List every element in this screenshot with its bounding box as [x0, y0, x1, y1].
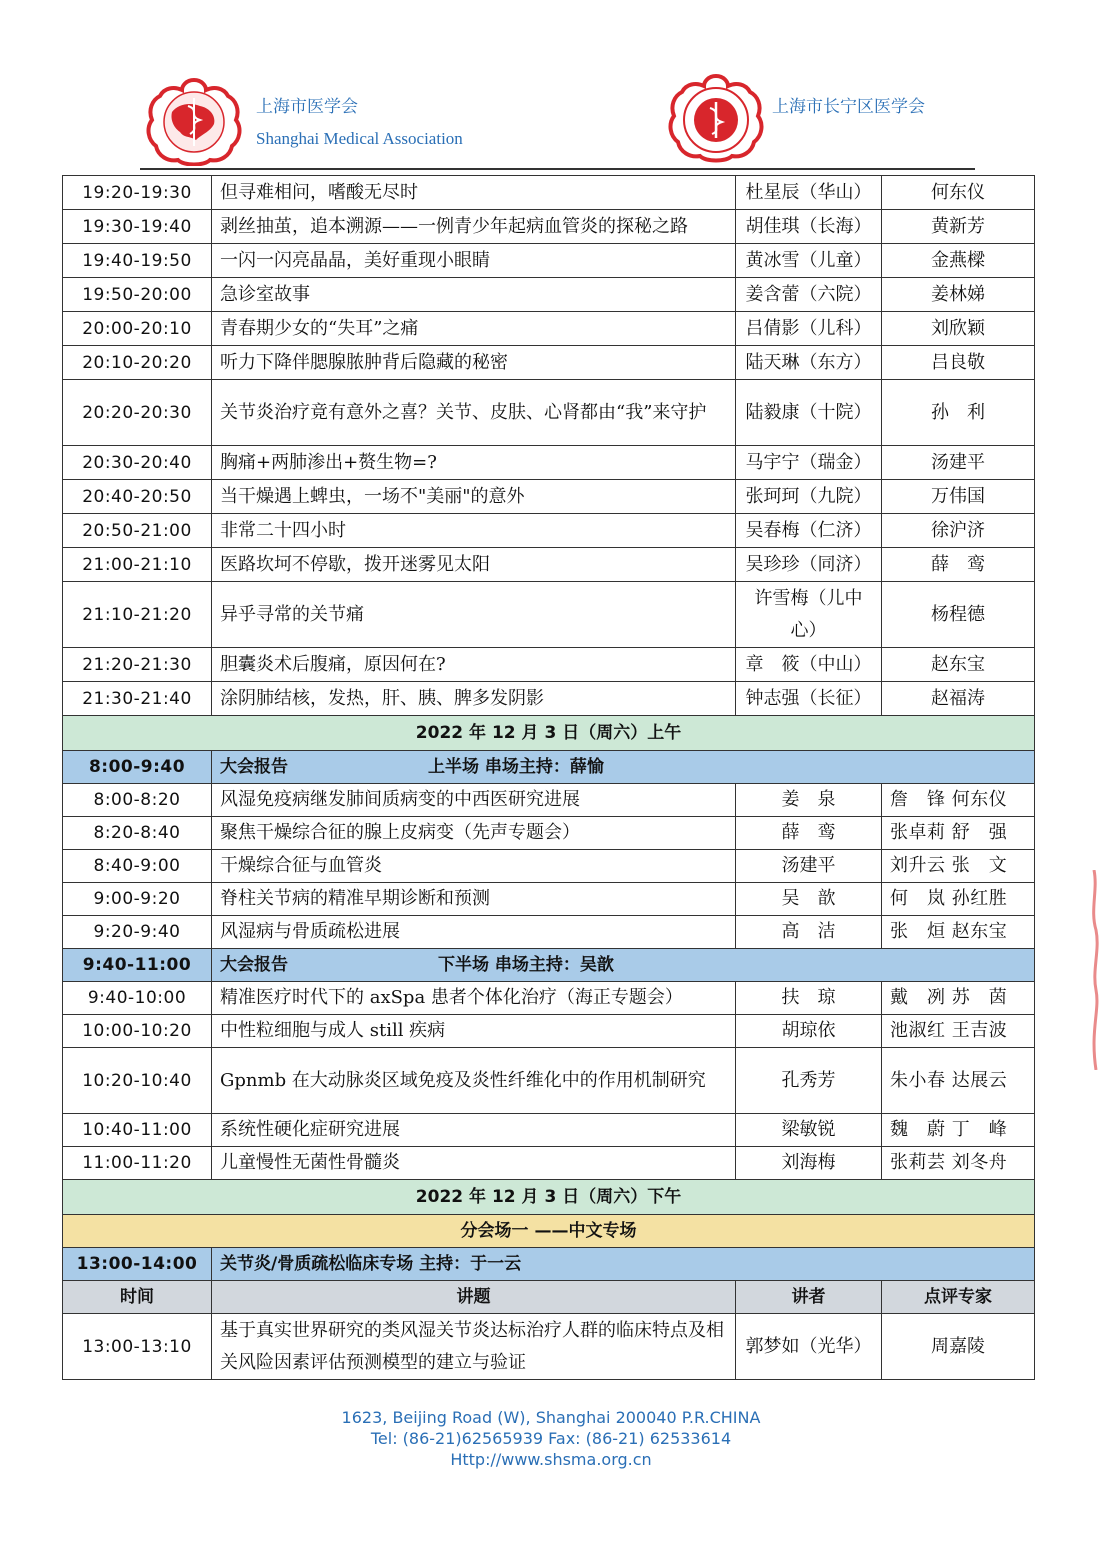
schedule-row	[63, 480, 1035, 514]
time-cell: 10:40-11:00	[63, 1114, 212, 1147]
time-cell: 20:40-20:50	[63, 480, 212, 514]
session-row-1	[63, 751, 1035, 784]
column-header-reviewer: 点评专家	[882, 1281, 1035, 1314]
reviewer-cell: 池淑红 王吉波	[882, 1015, 1035, 1048]
footer-website: Http://www.shsma.org.cn	[450, 1450, 652, 1469]
left-org-chinese-name: 上海市医学会	[256, 97, 358, 117]
reviewer-cell: 黄新芳	[882, 210, 1035, 244]
schedule-row	[63, 210, 1035, 244]
time-cell: 20:20-20:30	[63, 380, 212, 446]
topic-cell: 干燥综合征与血管炎	[212, 850, 736, 883]
topic-cell: 风湿病与骨质疏松进展	[212, 916, 736, 949]
time-cell: 9:20-9:40	[63, 916, 212, 949]
session-title: 大会报告	[220, 955, 288, 975]
reviewer-cell: 朱小春 达展云	[882, 1048, 1035, 1114]
session-heading	[212, 949, 1035, 982]
speaker-cell: 吴珍珍（同济）	[736, 548, 882, 582]
time-cell: 21:10-21:20	[63, 582, 212, 648]
speaker-cell: 胡琼依	[736, 1015, 882, 1048]
reviewer-cell: 吕良敬	[882, 346, 1035, 380]
column-header-row	[63, 1281, 1035, 1314]
reviewer-cell: 孙 利	[882, 380, 1035, 446]
schedule-row	[63, 380, 1035, 446]
speaker-cell: 陆天琳（东方）	[736, 346, 882, 380]
topic-cell: 当干燥遇上蜱虫，一场不"美丽"的意外	[212, 480, 736, 514]
speaker-cell: 张珂珂（九院）	[736, 480, 882, 514]
schedule-row	[63, 883, 1035, 916]
reviewer-cell: 赵福涛	[882, 682, 1035, 716]
topic-cell: 听力下降伴腮腺脓肿背后隐藏的秘密	[212, 346, 736, 380]
time-cell: 19:50-20:00	[63, 278, 212, 312]
topic-cell: 急诊室故事	[212, 278, 736, 312]
reviewer-cell: 姜林娣	[882, 278, 1035, 312]
reviewer-cell: 魏 蔚 丁 峰	[882, 1114, 1035, 1147]
session-time: 9:40-11:00	[63, 949, 212, 982]
topic-cell: 聚焦干燥综合征的腺上皮病变（先声专题会）	[212, 817, 736, 850]
session-time: 13:00-14:00	[63, 1248, 212, 1281]
speaker-cell: 章 筱（中山）	[736, 648, 882, 682]
schedule-row	[63, 648, 1035, 682]
topic-cell: 胸痛+两肺渗出+赘生物=?	[212, 446, 736, 480]
reviewer-cell: 赵东宝	[882, 648, 1035, 682]
topic-cell: 剥丝抽茧，追本溯源——一例青少年起病血管炎的探秘之路	[212, 210, 736, 244]
schedule-row	[63, 346, 1035, 380]
session-heading	[212, 751, 1035, 784]
session-title: 关节炎/骨质疏松临床专场 主持：于一云	[212, 1248, 1035, 1281]
reviewer-cell: 万伟国	[882, 480, 1035, 514]
reviewer-cell: 杨程德	[882, 582, 1035, 648]
time-cell: 10:00-10:20	[63, 1015, 212, 1048]
time-cell: 8:20-8:40	[63, 817, 212, 850]
schedule-row	[63, 1114, 1035, 1147]
speaker-cell: 许雪梅（儿中心）	[736, 582, 882, 648]
time-cell: 8:40-9:00	[63, 850, 212, 883]
branch-row	[63, 1215, 1035, 1248]
topic-cell: Gpnmb 在大动脉炎区域免疫及炎性纤维化中的作用机制研究	[212, 1048, 736, 1114]
schedule-row	[63, 1147, 1035, 1180]
schedule-row	[63, 916, 1035, 949]
reviewer-cell: 何东仪	[882, 176, 1035, 210]
speaker-cell: 汤建平	[736, 850, 882, 883]
speaker-cell: 杜星辰（华山）	[736, 176, 882, 210]
left-org-english-name: Shanghai Medical Association	[256, 129, 463, 148]
reviewer-cell: 张莉芸 刘冬舟	[882, 1147, 1035, 1180]
column-header-topic: 讲题	[212, 1281, 736, 1314]
speaker-cell: 胡佳琪（长海）	[736, 210, 882, 244]
topic-cell: 异乎寻常的关节痛	[212, 582, 736, 648]
topic-cell: 涂阴肺结核，发热，肝、胰、脾多发阴影	[212, 682, 736, 716]
reviewer-cell: 何 岚 孙红胜	[882, 883, 1035, 916]
speaker-cell: 马宇宁（瑞金）	[736, 446, 882, 480]
day-row-afternoon	[63, 1180, 1035, 1215]
topic-cell: 脊柱关节病的精准早期诊断和预测	[212, 883, 736, 916]
session-row-3	[63, 1248, 1035, 1281]
time-cell: 9:00-9:20	[63, 883, 212, 916]
topic-cell: 风湿免疫病继发肺间质病变的中西医研究进展	[212, 784, 736, 817]
speaker-cell: 钟志强（长征）	[736, 682, 882, 716]
schedule-row	[63, 1314, 1035, 1380]
column-header-speaker: 讲者	[736, 1281, 882, 1314]
speaker-cell: 刘海梅	[736, 1147, 882, 1180]
schedule-row	[63, 312, 1035, 346]
shanghai-medical-association-logo	[144, 76, 244, 166]
schedule-row	[63, 514, 1035, 548]
speaker-cell: 梁敏锐	[736, 1114, 882, 1147]
time-cell: 10:20-10:40	[63, 1048, 212, 1114]
topic-cell: 但寻难相问，嗜酸无尽时	[212, 176, 736, 210]
topic-cell: 医路坎坷不停歇，拨开迷雾见太阳	[212, 548, 736, 582]
right-org-chinese-name: 上海市长宁区医学会	[772, 97, 925, 117]
speaker-cell: 吕倩影（儿科）	[736, 312, 882, 346]
session-title: 大会报告	[220, 757, 288, 777]
reviewer-cell: 刘升云 张 文	[882, 850, 1035, 883]
schedule-row	[63, 982, 1035, 1015]
schedule-row	[63, 817, 1035, 850]
topic-cell: 青春期少女的“失耳”之痛	[212, 312, 736, 346]
reviewer-cell: 詹 锋 何东仪	[882, 784, 1035, 817]
speaker-cell: 郭梦如（光华）	[736, 1314, 882, 1380]
reviewer-cell: 刘欣颖	[882, 312, 1035, 346]
session-row-2	[63, 949, 1035, 982]
topic-cell: 中性粒细胞与成人 still 疾病	[212, 1015, 736, 1048]
day-label: 2022 年 12 月 3 日（周六）下午	[63, 1180, 1035, 1215]
session-chair: 上半场 串场主持：薛愉	[428, 757, 604, 777]
schedule-row	[63, 1015, 1035, 1048]
schedule-row	[63, 682, 1035, 716]
schedule-row	[63, 548, 1035, 582]
topic-cell: 胆囊炎术后腹痛，原因何在?	[212, 648, 736, 682]
schedule-row	[63, 784, 1035, 817]
time-cell: 21:20-21:30	[63, 648, 212, 682]
speaker-cell: 薛 鸾	[736, 817, 882, 850]
footer-contact: Tel: (86-21)62565939 Fax: (86-21) 62533614	[370, 1429, 732, 1448]
topic-cell: 非常二十四小时	[212, 514, 736, 548]
time-cell: 8:00-8:20	[63, 784, 212, 817]
reviewer-cell: 金燕樑	[882, 244, 1035, 278]
speaker-cell: 姜含蕾（六院）	[736, 278, 882, 312]
reviewer-cell: 张卓莉 舒 强	[882, 817, 1035, 850]
schedule-row	[63, 244, 1035, 278]
topic-cell: 关节炎治疗竟有意外之喜？关节、皮肤、心肾都由“我”来守护	[212, 380, 736, 446]
reviewer-cell: 张 烜 赵东宝	[882, 916, 1035, 949]
footer-address: 1623, Beijing Road (W), Shanghai 200040 P.R.CHINA	[341, 1408, 761, 1427]
session-chair: 下半场 串场主持：吴歆	[438, 955, 614, 975]
day-label: 2022 年 12 月 3 日（周六）上午	[63, 716, 1035, 751]
column-header-time: 时间	[63, 1281, 212, 1314]
schedule-row	[63, 582, 1035, 648]
time-cell: 20:50-21:00	[63, 514, 212, 548]
schedule-row	[63, 446, 1035, 480]
red-seal-edge	[1086, 870, 1102, 1070]
speaker-cell: 高 洁	[736, 916, 882, 949]
schedule-row	[63, 278, 1035, 312]
speaker-cell: 吴 歆	[736, 883, 882, 916]
speaker-cell: 孔秀芳	[736, 1048, 882, 1114]
time-cell: 20:00-20:10	[63, 312, 212, 346]
time-cell: 21:00-21:10	[63, 548, 212, 582]
day-row-morning	[63, 716, 1035, 751]
reviewer-cell: 徐沪济	[882, 514, 1035, 548]
schedule-row	[63, 1048, 1035, 1114]
time-cell: 20:10-20:20	[63, 346, 212, 380]
time-cell: 11:00-11:20	[63, 1147, 212, 1180]
time-cell: 19:30-19:40	[63, 210, 212, 244]
topic-cell: 系统性硬化症研究进展	[212, 1114, 736, 1147]
topic-cell: 基于真实世界研究的类风湿关节炎达标治疗人群的临床特点及相关风险因素评估预测模型的建立与验证	[212, 1314, 736, 1380]
time-cell: 21:30-21:40	[63, 682, 212, 716]
time-cell: 20:30-20:40	[63, 446, 212, 480]
topic-cell: 精准医疗时代下的 axSpa 患者个体化治疗（海正专题会）	[212, 982, 736, 1015]
time-cell: 9:40-10:00	[63, 982, 212, 1015]
reviewer-cell: 周嘉陵	[882, 1314, 1035, 1380]
schedule-row	[63, 176, 1035, 210]
time-cell: 19:40-19:50	[63, 244, 212, 278]
speaker-cell: 扶 琼	[736, 982, 882, 1015]
schedule-table	[62, 175, 1035, 1380]
speaker-cell: 吴春梅（仁济）	[736, 514, 882, 548]
letterhead-rule	[140, 168, 975, 170]
speaker-cell: 黄冰雪（儿童）	[736, 244, 882, 278]
session-time: 8:00-9:40	[63, 751, 212, 784]
reviewer-cell: 薛 鸾	[882, 548, 1035, 582]
topic-cell: 一闪一闪亮晶晶，美好重现小眼睛	[212, 244, 736, 278]
time-cell: 19:20-19:30	[63, 176, 212, 210]
reviewer-cell: 戴 冽 苏 茵	[882, 982, 1035, 1015]
reviewer-cell: 汤建平	[882, 446, 1035, 480]
speaker-cell: 陆毅康（十院）	[736, 380, 882, 446]
topic-cell: 儿童慢性无菌性骨髓炎	[212, 1147, 736, 1180]
changning-medical-association-logo	[668, 72, 764, 168]
time-cell: 13:00-13:10	[63, 1314, 212, 1380]
branch-label: 分会场一 ——中文专场	[63, 1215, 1035, 1248]
speaker-cell: 姜 泉	[736, 784, 882, 817]
schedule-row	[63, 850, 1035, 883]
letterhead	[0, 0, 1102, 172]
